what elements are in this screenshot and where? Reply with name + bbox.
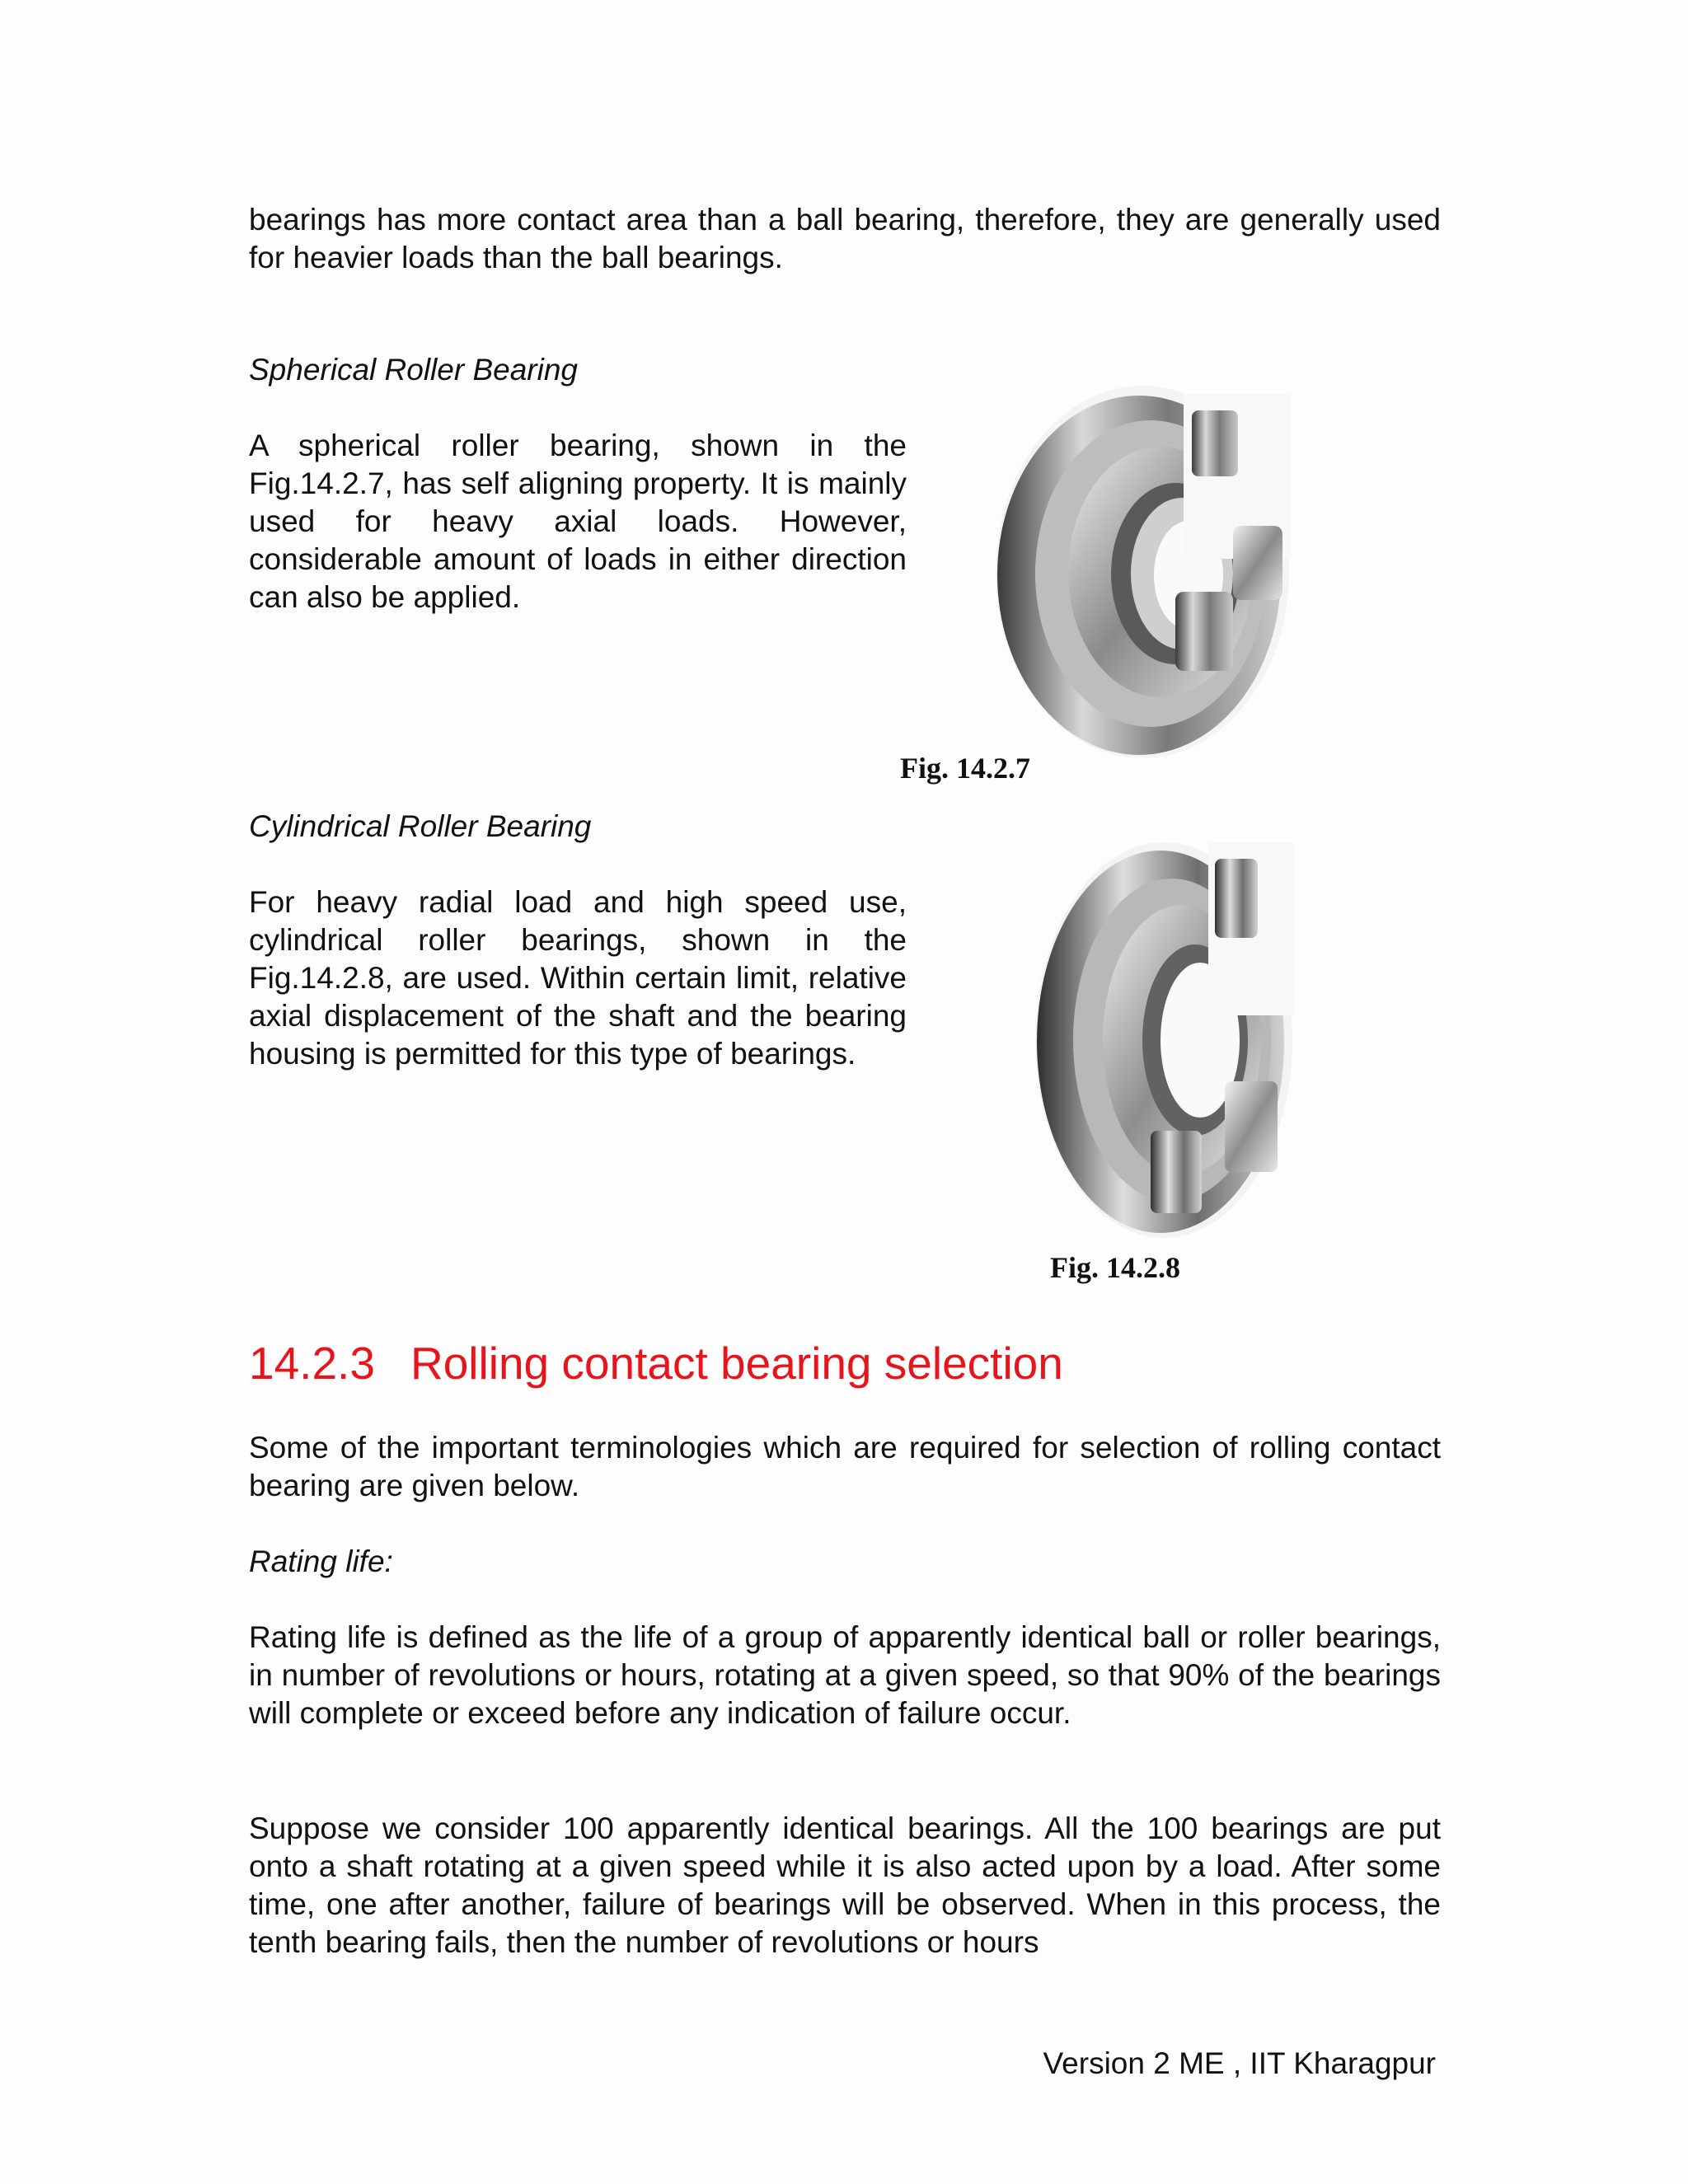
selection-intro-paragraph: Some of the important terminologies which are required for selection of rolling contact bearing are given below. [249,1431,1441,1502]
section-title-text: Rolling contact bearing selection [410,1338,1063,1389]
figure-caption-14-2-8: Fig. 14.2.8 [1050,1251,1180,1284]
rating-life-definition: Rating life is defined as the life of a group of apparently identical ball or roller bearings, in number of revolutions or hours, rotating at a given speed, so that 90% of the bearings will complete or exceed before any indication of failure occur. [249,1620,1441,1730]
rating-life-heading: Rating life: [249,1544,393,1578]
spherical-heading: Spherical Roller Bearing [249,353,578,387]
cylindrical-body: For heavy radial load and high speed use, cylindrical roller bearings, shown in the Fig.14.2.8, are used. Within certain limit, relative axial displacement of the shaft and the bearing housing is permitted for this type of bearings. [249,885,907,1071]
intro-paragraph: bearings has more contact area than a ball bearing, therefore, they are generally used for heavier loads than the ball bearings. [249,203,1441,274]
cylindrical-roller-bearing-figure [1027,834,1294,1240]
section-heading [249,1337,1063,1390]
section-number: 14.2.3 [249,1338,375,1389]
spherical-roller-bearing-figure [986,377,1291,758]
spherical-body: A spherical roller bearing, shown in the Fig.14.2.7, has self aligning property. It is mainly used for heavy axial loads. However, considerable amount of loads in either direction can also be applied. [249,429,907,614]
cylindrical-heading: Cylindrical Roller Bearing [249,809,592,843]
rating-life-example: Suppose we consider 100 apparently identical bearings. All the 100 bearings are put onto a shaft rotating at a given speed while it is also acted upon by a load. After some time, one after another, failure of bearings will be observed. When in this process, the tenth bearing fails, then the number of revolutions or hours [249,1811,1441,1959]
figure-caption-14-2-7: Fig. 14.2.7 [900,752,1030,785]
page-footer: Version 2 ME , IIT Kharagpur [1043,2046,1436,2080]
